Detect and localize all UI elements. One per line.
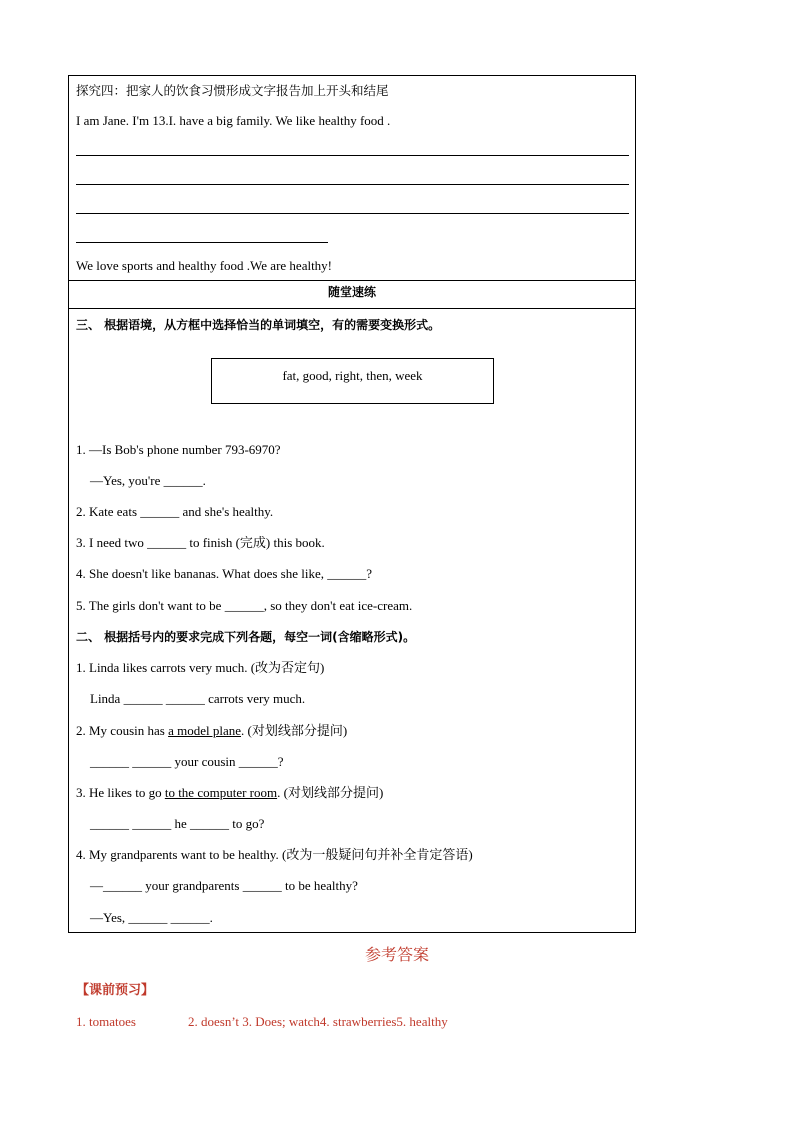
word-box-text: fat, good, right, then, week	[282, 368, 423, 383]
answers-title: 参考答案	[364, 945, 429, 964]
s2-q2-prefix: 2. My cousin has	[76, 723, 169, 738]
row-divider	[69, 280, 635, 281]
s2-answer-1: Linda ______ ______ carrots very much.	[90, 691, 306, 706]
section3-heading: 三、 根据语境，从方框中选择恰当的单词填空，有的需要变换形式。	[76, 318, 441, 332]
s2-q2-underlined: a model plane	[168, 723, 242, 738]
s3-question-1: 1. —Is Bob's phone number 793-6970?	[76, 442, 281, 457]
section2-heading: 二、 根据括号内的要求完成下列各题，每空一词(含缩略形式)。	[76, 630, 416, 644]
s2-answer-4b: —Yes, ______ ______.	[90, 910, 213, 925]
s2-question-4: 4. My grandparents want to be healthy. (改为一般疑问句并补全肯定答语)	[76, 847, 473, 862]
s2-q2-suffix: . (对划线部分提问)	[241, 723, 348, 738]
s2-q3-prefix: 3. He likes to go	[76, 785, 165, 800]
explore4-opening: I am Jane. I'm 13.I. have a big family. We like healthy food .	[76, 113, 391, 128]
s2-answer-2: ______ ______ your cousin ______?	[90, 754, 284, 769]
explore4-heading: 探究四：把家人的饮食习惯形成文字报告加上开头和结尾	[76, 83, 389, 98]
s2-answer-3: ______ ______ he ______ to go?	[90, 816, 265, 831]
s3-question-4: 4. She doesn't like bananas. What does she like, ______?	[76, 566, 372, 581]
writing-line	[76, 213, 629, 214]
s3-question-2: 2. Kate eats ______ and she's healthy.	[76, 504, 274, 519]
s2-answer-4a: —______ your grandparents ______ to be healthy?	[90, 878, 358, 893]
writing-line	[76, 155, 629, 156]
explore4-closing: We love sports and healthy food .We are healthy!	[76, 258, 333, 273]
practice-title: 随堂速练	[327, 285, 376, 299]
s2-question-2	[76, 723, 347, 739]
s3-question-3: 3. I need two ______ to finish (完成) this book.	[76, 535, 325, 550]
answer-1: 1. tomatoes	[76, 1014, 136, 1029]
s2-question-1: 1. Linda likes carrots very much. (改为否定句)	[76, 660, 325, 675]
writing-line	[76, 184, 629, 185]
answers-2-to-5: 2. doesn’t 3. Does; watch4. strawberries5. healthy	[188, 1014, 448, 1029]
row-divider	[69, 308, 635, 309]
word-box	[211, 358, 494, 404]
s2-question-3	[76, 785, 383, 801]
s2-q3-underlined: to the computer room	[164, 785, 278, 800]
s2-q3-suffix: . (对划线部分提问)	[277, 785, 384, 800]
writing-line	[76, 242, 328, 243]
s3-question-1-reply: —Yes, you're ______.	[90, 473, 206, 488]
s3-question-5: 5. The girls don't want to be ______, so they don't eat ice-cream.	[76, 598, 413, 613]
answers-section-label: 【课前预习】	[76, 983, 155, 998]
